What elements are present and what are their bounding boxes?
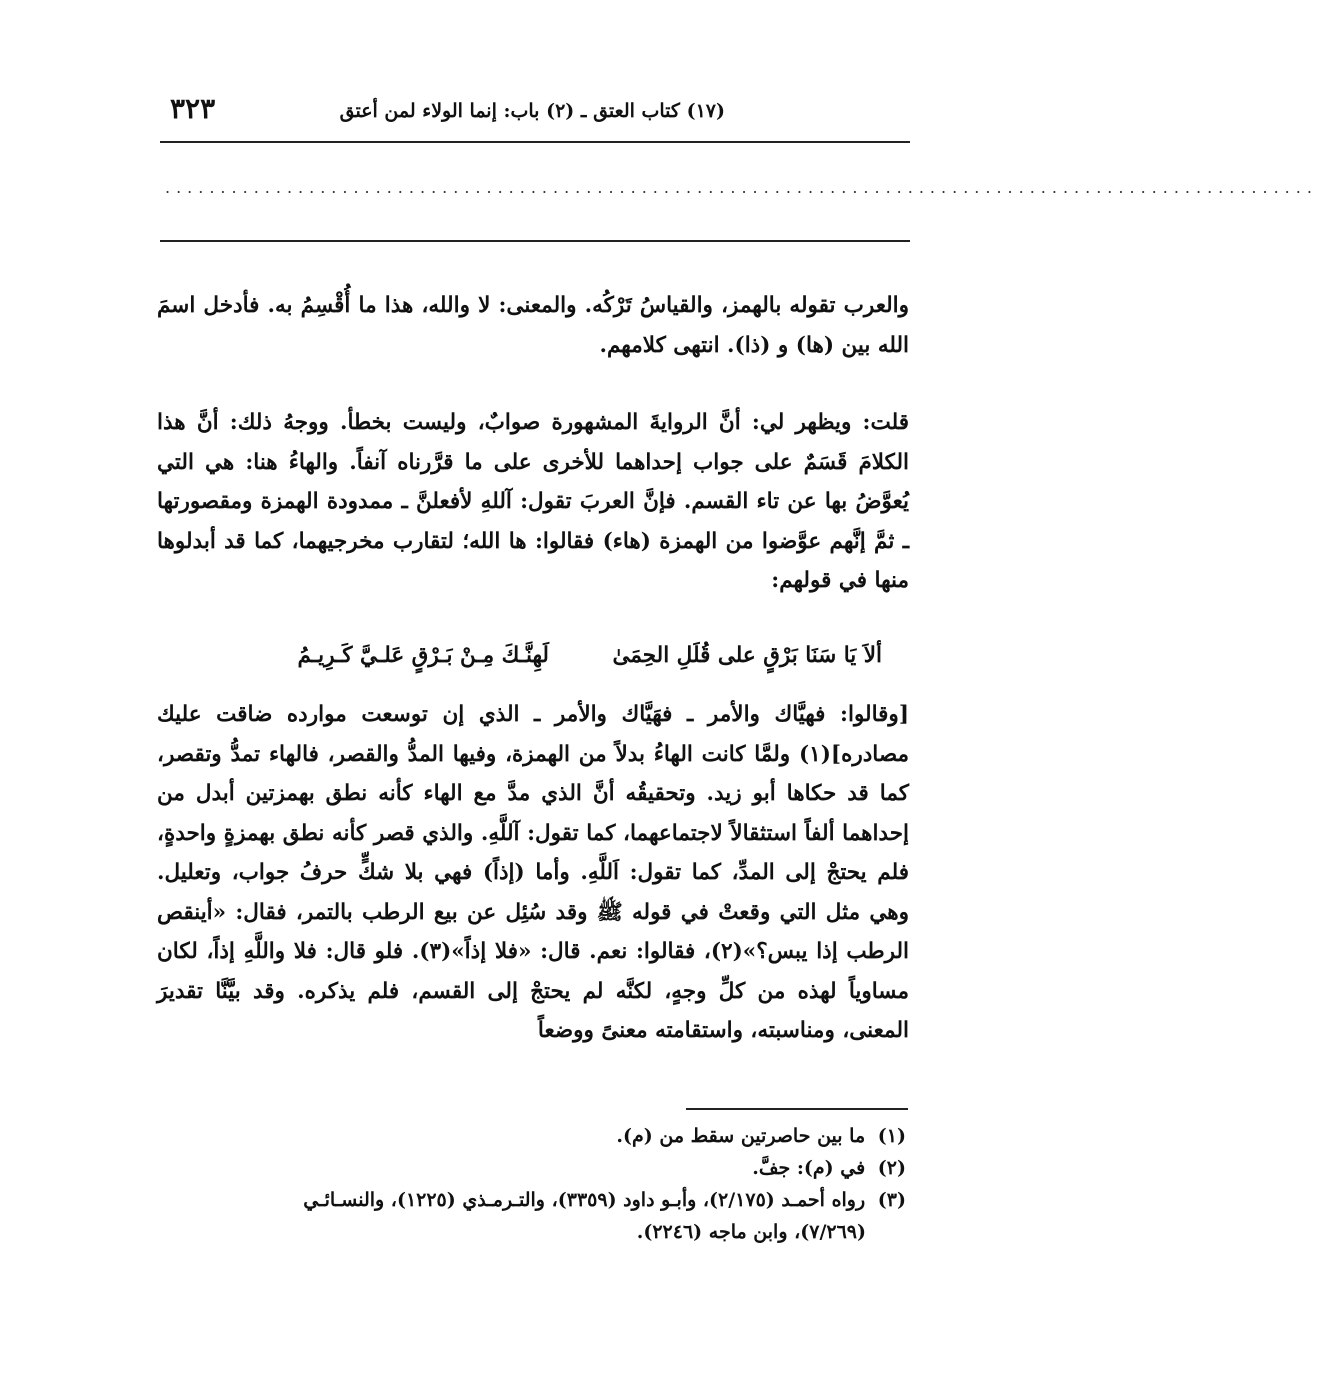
footnote-3-continuation: (٧/٢٦٩)، وابن ماجه (٢٢٤٦). [636,1221,866,1243]
section-rule [160,240,910,242]
verse-hemistich-1: ألاَ يَا سَنَا بَرْقٍ على قُلَلِ الحِمَىٰ [612,643,882,668]
footnote-rule [686,1108,908,1110]
paragraph-3: [وقالوا: فهيَّاك والأمر ـ فهَيَّاك والأمر ـ الذي إن توسعت موارده ضاقت عليك مصادره](١) ولمَّا كانت الهاءُ بدلاً من الهمزة، وفيها المدُّ والقصر، فالهاء تمدُّ وتقصر، كما قد حكاها أبو زيد. وتحقيقُه أنَّ الذي مدَّ مع الهاء كأنه نطق بهمزتين أبدل من إحداهما ألفاً استثقالاً لاجتماعهما، كما تقول: آللَّهِ. والذي قصر كأنه نطق بهمزةٍ واحدةٍ، فلم يحتجْ إلى المدِّ، كما تقول: اَللَّهِ. وأما (إذاً) فهي بلا شكٍّ حرفُ جواب، وتعليل. وهي مثل التي وقعتْ في قوله ﷺ وقد سُئِل عن بيع الرطب بالتمر، فقال: «أينقص الرطب إذا يبس؟»(٢)، فقالوا: نعم. قال: «فلا إذاً»(٣). فلو قال: فلا واللَّهِ إذاً، لكان مساوياً لهذه من كلِّ وجهٍ، لكنَّه لم يحتجْ إلى القسم، فلم يذكره. وقد بيَّنَّا تقديرَ المعنى، ومناسبته، واستقامته معنىً ووضعاً [157,702,909,1043]
dotted-separator: ........................................................................................................ [165,178,1318,197]
footnote-3 [148,1184,906,1216]
paragraph-1: والعرب تقوله بالهمز، والقياسُ تَرْكُه. والمعنى: لا والله، هذا ما أُقْسِمُ به. فأدخل اسمَ الله بين (ها) و (ذا). انتهى كلامهم. [157,293,909,358]
header-title: (١٧) كتاب العتق ـ (٢) باب: إنما الولاء لمن أعتق [339,100,725,122]
verse-hemistich-2: لَهِنَّـكَ مِـنْ بَـرْقٍ عَلـيَّ كَـرِيـمُ [297,643,549,668]
running-header [160,92,910,142]
page-number: ٣٢٣ [170,92,216,125]
footnote-text: رواه أحمـد (٢/١٧٥)، وأبـو داود (٣٣٥٩)، والتـرمـذي (١٢٢٥)، والنسـائـي [303,1189,866,1211]
footnote-number: (١) [877,1125,906,1147]
footnote-number: (٢) [877,1157,906,1179]
header-rule [160,141,910,143]
paragraph-2: قلت: ويظهر لي: أنَّ الروايةَ المشهورة صوابٌ، وليست بخطأ. ووجهُ ذلك: أنَّ هذا الكلامَ قَسَمٌ على جواب إحداهما للأخرى على ما قرَّرناه آنفاً. والهاءُ هنا: هي التي يُعوَّضُ بها عن تاء القسم. فإنَّ العربَ تقول: آللهِ لأفعلنَّ ـ ممدودة الهمزة ومقصورتها ـ ثمَّ إنَّهم عوَّضوا من الهمزة (هاء) فقالوا: ها الله؛ لتقارب مخرجيهما، كما قد أبدلوها منها في قولهم: [157,410,909,593]
footnotes [148,1120,906,1248]
footnote-text: في (م): جفَّ. [752,1157,866,1179]
footnote-text: ما بين حاصرتين سقط من (م). [616,1125,866,1147]
footnote-2 [148,1152,906,1184]
footnote-number: (٣) [877,1189,906,1211]
footnote-1 [148,1120,906,1152]
